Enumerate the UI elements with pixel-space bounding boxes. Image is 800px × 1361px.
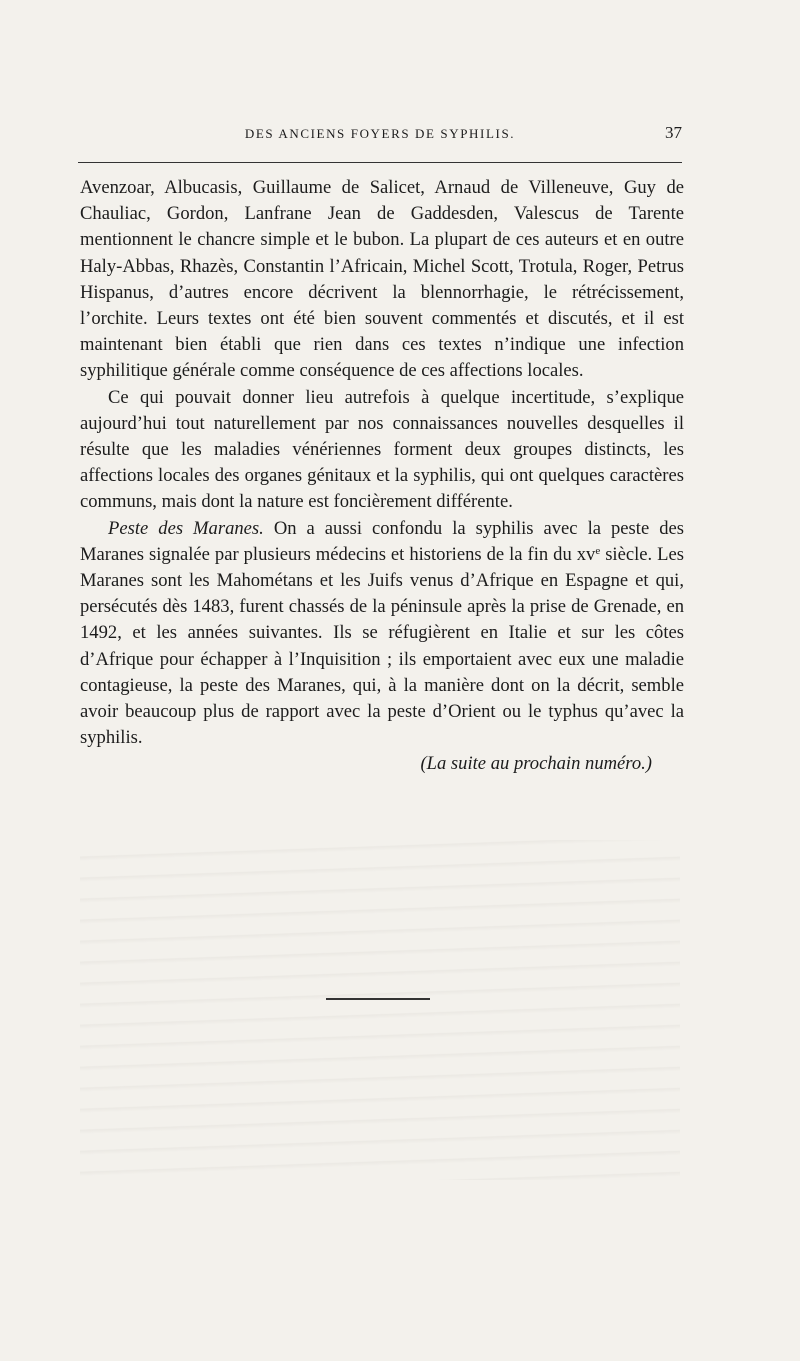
running-title: DES ANCIENS FOYERS DE SYPHILIS.: [244, 126, 516, 141]
paragraph-3: [80, 516, 684, 752]
continued-note: (La suite au prochain numéro.): [420, 753, 652, 775]
bleed-through-texture: [80, 840, 680, 1180]
section-heading: Peste des Maranes.: [108, 517, 264, 539]
running-header: [78, 122, 682, 146]
header-rule: [78, 162, 682, 163]
paragraph-3-text-b: siècle. Les Maranes sont les Mahométans et les Juifs venus d’Afrique en Espagne et qui, persécutés dès 1483, furent chassés de la péninsule après la prise de Grenade, en 1492, et les années suivantes. Ils se réfugièrent en Italie et sur les côtes d’Afrique pour échapper à l’Inquisition ; ils emportaient avec eux une maladie contagieuse, la peste des Maranes, qui, à la manière dont on la décrit, semble avoir beaucoup plus de rapport avec la peste d’Orient ou le typhus qu’avec la syphilis.: [80, 543, 684, 749]
page-number: 37: [665, 123, 682, 142]
body-text: [80, 175, 684, 778]
end-rule: [326, 998, 430, 1000]
paragraph-2: Ce qui pouvait donner lieu autrefois à quelque incertitude, s’explique aujourd’hui tout naturellement par nos connaissances nouvelles desquelles il résulte que les maladies vénériennes forment deux groupes distincts, les affections locales des organes génitaux et la syphilis, qui ont quelques caractères communs, mais dont la nature est foncièrement différente.: [80, 386, 684, 513]
paragraph-1: Avenzoar, Albucasis, Guillaume de Salicet, Arnaud de Villeneuve, Guy de Chauliac, Gordon, Lanfrane Jean de Gaddesden, Valescus de Tarente mentionnent le chancre simple et le bubon. La plupart de ces auteurs et en outre Haly-Abbas, Rhazès, Constantin l’Africain, Michel Scott, Trotula, Roger, Petrus Hispanus, d’autres encore décrivent la blennorrhagie, le rétrécissement, l’orchite. Leurs textes ont été bien souvent commentés et discutés, et il est maintenant bien établi que rien dans ces textes n’indique une infection syphilitique générale comme conséquence de ces affections locales.: [80, 177, 684, 382]
paragraph-3-text-a: On a aussi confondu la syphilis avec la peste des Maranes signalée par plusieurs médecins et historiens de la fin du xv: [80, 517, 684, 565]
superscript: e: [595, 544, 601, 557]
